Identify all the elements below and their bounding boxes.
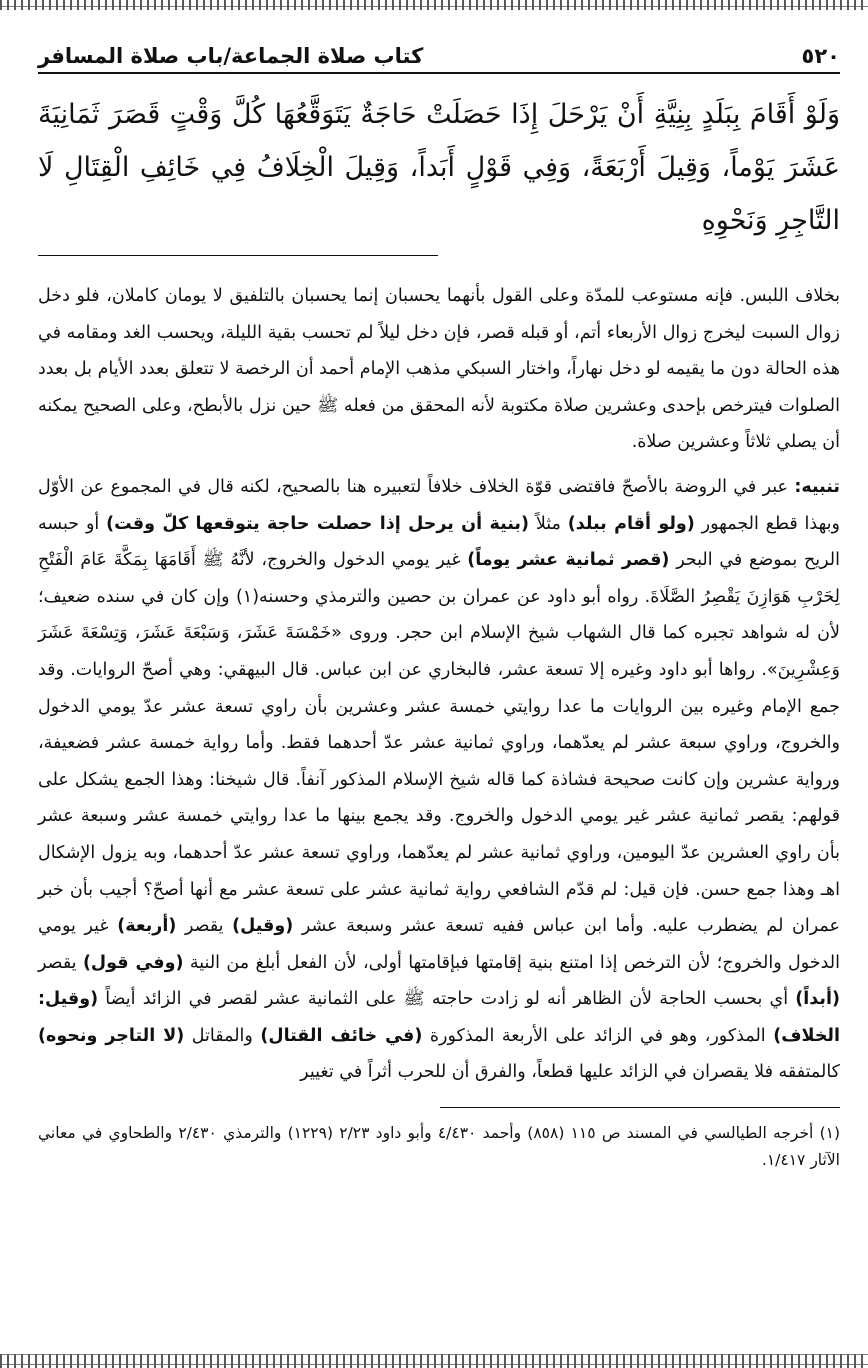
p2-segment: يقصر	[38, 952, 77, 973]
bottom-ornament-border	[0, 1354, 868, 1368]
matn-quote: (بنية أن يرحل إذا حصلت حاجة يتوقعها كلّ وقت)	[106, 513, 529, 534]
tanbih-label: تنبيه:	[794, 476, 840, 497]
commentary-paragraph-2	[38, 469, 840, 1091]
running-header	[38, 14, 840, 74]
matn-divider	[38, 255, 438, 256]
matn-quote: (في خائف القتال)	[260, 1025, 423, 1046]
matn-text: وَلَوْ أَقَامَ بِبَلَدٍ بِنِيَّةِ أَنْ يَرْحَلَ إِذَا حَصَلَتْ حَاجَةٌ يَتَوَقَّعُهَا كُلَّ وَقْتٍ قَصَرَ ثَمَانِيَةَ عَشَرَ يَوْماً، وَقِيلَ أَرْبَعَةً، وَفِي قَوْلٍ أَبَداً، وَقِيلَ الْخِلَافُ فِي خَائِفِ الْقِتَالِ لَا التَّاجِرِ وَنَحْوِهِ	[38, 99, 840, 236]
top-ornament-border	[0, 0, 868, 10]
matn-quote: (ولو أقام ببلد)	[567, 513, 695, 534]
footnote-divider	[440, 1107, 840, 1108]
p2-segment: كالمتفقه فلا يقصران في الزائد عليها قطعاً، والفرق أن للحرب أثراً في تغيير	[300, 1062, 840, 1083]
matn-quote: (وقيل: الخلاف)	[38, 989, 840, 1046]
matn-quote: (أربعة)	[117, 916, 177, 937]
footnote-1: (١) أخرجه الطيالسي في المسند ص ١١٥ (٨٥٨) وأحمد ٤/٤٣٠ وأبو داود ٢/٢٣ (١٢٢٩) والترمذي ٢/٤٣٠ والطحاوي في معاني الآثار ١/٤١٧.	[38, 1124, 841, 1170]
p2-segment: عبر في الروضة بالأصحّ فاقتضى قوّة الخلاف خلافاً لتعبيره هنا بالصحيح، لكنه قال في المجموع عن الأوّل وبهذا قطع الجمهور	[38, 476, 840, 534]
commentary-paragraph-1: بخلاف اللبس. فإنه مستوعب للمدّة وعلى القول بأنهما يحسبان إنما يحسبان بالتلفيق لا يومان كاملان، فلو دخل زوال السبت ليخرج زوال الأربعاء أتم، أو قبله قصر، فإن دخل ليلاً لم تحسب بقية الليلة، ويحسب الغد ومقامه في هذه الحالة دون ما يقيمه لو دخل نهاراً، واختار السبكي مذهب الإمام أحمد أن الرخصة لا تتعلق بعدد الأيام بل بعدد الصلوات فيترخص بإحدى وعشرين صلاة مكتوبة لأنه المحقق من فعله ﷺ حين نزل بالأبطح، وعلى الصحيح يمكنه أن يصلي ثلاثاً وعشرين صلاة.	[38, 286, 840, 453]
page	[38, 14, 840, 1346]
p2-segment: مثلاً	[535, 513, 561, 534]
matn-quote: (وفي قول)	[82, 952, 184, 973]
page-number: ٥٢٠	[801, 44, 840, 68]
p2-segment: المذكور، وهو في الزائد على الأربعة المذكورة	[429, 1025, 766, 1046]
matn-quote: (أبداً)	[795, 989, 840, 1010]
p2-segment: غير يومي الدخول والخروج، لأنَّهُ ﷺ أَقَامَهَا بِمَكَّةَ عَامَ الْفَتْحِ لِحَرْبِ هَوَازِنَ يَقْصِرُ الصَّلَاةَ. رواه أبو داود عن عمران بن حصين والترمذي وحسنه(١) وإن كان في سنده ضعيف؛ لأن له شواهد تجبره كما قال الشهاب شيخ الإسلام ابن حجر. وروى «خَمْسَةَ عَشَرَ، وَسَبْعَةَ عَشَرَ، وَتِسْعَةَ عَشَرَ وَعِشْرِينَ». رواها أبو داود وغيره إلا تسعة عشر، فالبخاري عن ابن عباس. قال البيهقي: وهي أصحّ الروايات. وقد جمع الإمام وغيره بين الروايات ما عدا روايتي خمسة عشر وعشرين بأن راوي تسعة عشر عدّ يومي الدخول والخروج، وراوي سبعة عشر لم يعدّهما، وراوي ثمانية عشر عدّ أحدهما فقط. وأما رواية خمسة عشر فضعيفة، ورواية عشرين وإن كانت صحيحة فشاذة كما قاله شيخ الإسلام المذكور آنفاً. قال شيخنا: وهذا الجمع يشكل على قولهم: يقصر ثمانية عشر غير يومي الدخول والخروج. وقد يجمع بينها ما عدا روايتي خمسة عشر وسبعة عشر بأن راوي العشرين عدّ اليومين، وراوي ثمانية عشر لم يعدّهما، وراوي تسعة عشر عدّ أحدهما، وبه يزول الإشكال اهـ وهذا جمع حسن. فإن قيل: لم قدّم الشافعي رواية ثمانية عشر على تسعة عشر مع أنها أصحّ؟ أجيب بأن خبر عمران لم يضطرب عليه. وأما ابن عباس ففيه تسعة عشر وسبعة عشر	[38, 550, 840, 937]
p2-segment: والمقاتل	[191, 1025, 253, 1046]
p2-segment: يقصر	[184, 916, 224, 937]
matn-quote: (قصر ثمانية عشر يوماً)	[467, 550, 670, 571]
p2-segment: غير يومي الدخول والخروج؛ لأن الترخص إذا امتنع بنية إقامتها فبإقامتها أولى، لأن الفعل أبلغ من النية	[38, 916, 840, 973]
footnotes	[38, 1120, 840, 1174]
header-title: كتاب صلاة الجماعة/باب صلاة المسافر	[38, 44, 424, 68]
matn-quote: (لا التاجر ونحوه)	[38, 1025, 185, 1046]
p2-segment: أي بحسب الحاجة لأن الظاهر أنه لو زادت حاجته ﷺ على الثمانية عشر لقصر في الزائد أيضاً	[105, 989, 789, 1010]
matn-quote: (وقيل)	[232, 916, 294, 937]
p2-segment: أو حبسه الريح بموضع في البحر	[38, 513, 840, 571]
commentary-body	[38, 278, 840, 1091]
